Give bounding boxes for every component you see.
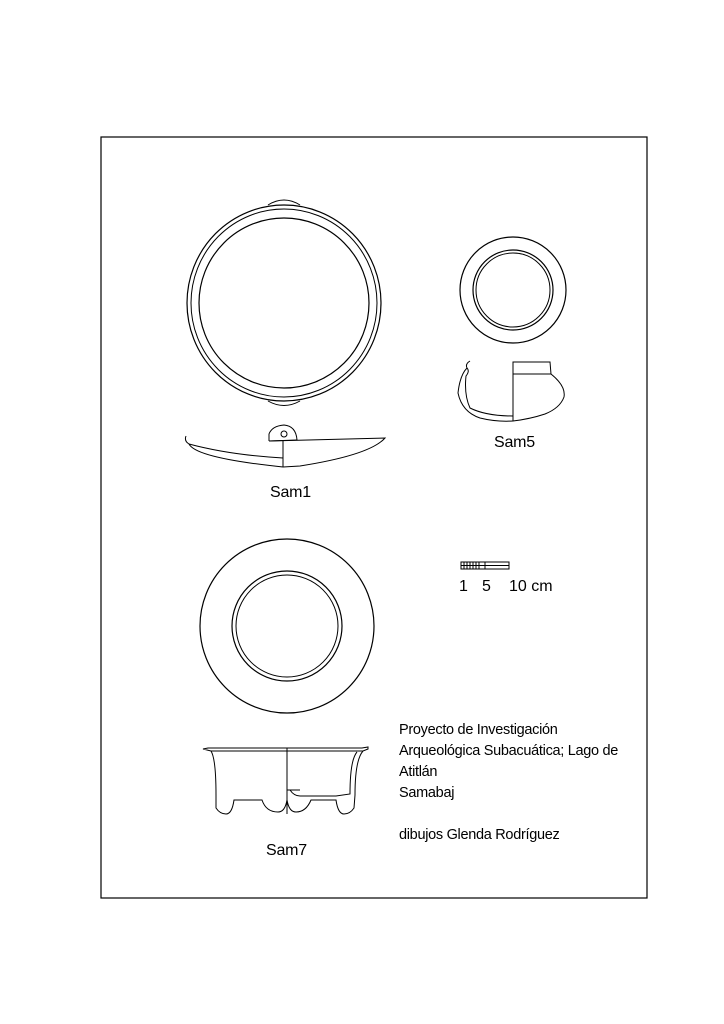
- credits-spacer: [399, 804, 659, 825]
- sam5-profile-view: [458, 361, 564, 421]
- sam7-label: Sam7: [266, 842, 307, 859]
- credits-line-3: Atitlán: [399, 764, 438, 780]
- sam5-plan-view: [460, 237, 566, 343]
- sam7-plan-view: [200, 539, 374, 713]
- credits-line-4: Samabaj: [399, 785, 455, 801]
- scale-bar: [461, 562, 509, 569]
- credits-block: [399, 720, 659, 846]
- scale-tick-5: 5: [482, 578, 491, 595]
- scale-tick-10cm: 10 cm: [509, 578, 553, 595]
- credits-line-1: Proyecto de Investigación: [399, 722, 558, 738]
- sam1-profile-view: [185, 425, 385, 467]
- sam7-profile-view: [203, 747, 368, 814]
- sam1-label: Sam1: [270, 484, 311, 501]
- credits-line-2: Arqueológica Subacuática; Lago de: [399, 743, 619, 759]
- scale-tick-1: 1: [459, 578, 468, 595]
- sam5-label: Sam5: [494, 434, 535, 451]
- sam1-plan-view: [187, 200, 381, 406]
- credits-line-5: dibujos Glenda Rodríguez: [399, 827, 560, 843]
